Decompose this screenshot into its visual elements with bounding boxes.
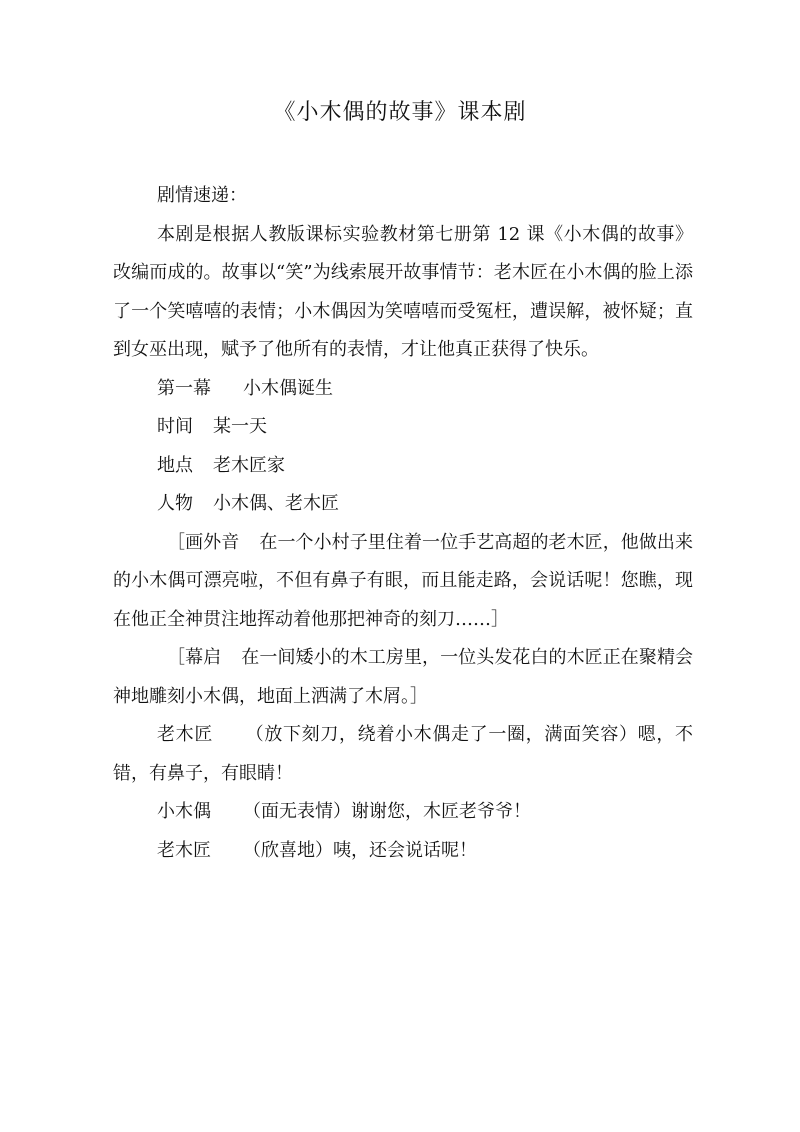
- dialogue-line: [113, 716, 693, 793]
- time-value: 某一天: [213, 416, 267, 437]
- curtain-close-bracket: ］: [410, 685, 428, 707]
- synopsis-paragraph: 本剧是根据人教版课标实验教材第七册第 12 课《小木偶的故事》改编而成的。故事以“笑”为线索展开故事情节：老木匠在小木偶的脸上添了一个笑嘻嘻的表情；小木偶因为笑嘻嘻而受冤枉，遭误解，被怀疑；直到女巫出现，赋予了他所有的表情，才让他真正获得了快乐。: [113, 223, 693, 360]
- characters-value: 小木偶、老木匠: [213, 493, 339, 514]
- dialogue-text: （欣喜地）咦，还会说话呢！: [243, 839, 477, 861]
- document-body: [113, 177, 693, 870]
- document-title: 《小木偶的故事》课本剧: [273, 100, 527, 125]
- place-line: [113, 447, 693, 486]
- place-value: 老木匠家: [213, 454, 285, 476]
- narration-text: 在一个小村子里住着一位手艺高超的老木匠，他做出来的小木偶可漂亮啦，不但有鼻子有眼，而且能走路，会说话呢！您瞧，现在他正全神贯注地挥动着他那把神奇的刻刀……: [113, 531, 694, 630]
- narration-paragraph: [113, 524, 693, 640]
- dialogue-line: [113, 832, 693, 871]
- dialogue-speaker: 老木匠: [157, 839, 211, 861]
- act-line: [113, 370, 693, 409]
- dialogue-text: （放下刻刀，绕着小木偶走了一圈，满面笑容）嗯，不错，有鼻子，有眼睛！: [113, 724, 693, 784]
- curtain-open-bracket: ［: [167, 647, 186, 668]
- characters-label: 人物: [157, 493, 193, 514]
- curtain-paragraph: [113, 639, 693, 716]
- narration-label: 画外音: [185, 531, 240, 553]
- dialogue-speaker: 小木偶: [157, 801, 211, 822]
- synopsis-heading: 剧情速递：: [157, 185, 247, 206]
- act-name: 小木偶诞生: [243, 377, 333, 399]
- curtain-text: 在一间矮小的木工房里，一位头发花白的木匠正在聚精会神地雕刻小木偶，地面上洒满了木屑。: [113, 647, 694, 707]
- place-label: 地点: [157, 454, 193, 476]
- curtain-label: 幕启: [185, 647, 222, 668]
- characters-line: [113, 485, 693, 524]
- narration-close-bracket: ］: [491, 608, 509, 630]
- time-label: 时间: [157, 416, 193, 437]
- act-label: 第一幕: [157, 377, 211, 399]
- dialogue-speaker: 老木匠: [157, 724, 213, 745]
- dialogue-line: [113, 793, 693, 832]
- narration-open-bracket: ［: [167, 531, 186, 553]
- time-line: [113, 408, 693, 447]
- dialogue-text: （面无表情）谢谢您，木匠老爷爷！: [243, 801, 531, 822]
